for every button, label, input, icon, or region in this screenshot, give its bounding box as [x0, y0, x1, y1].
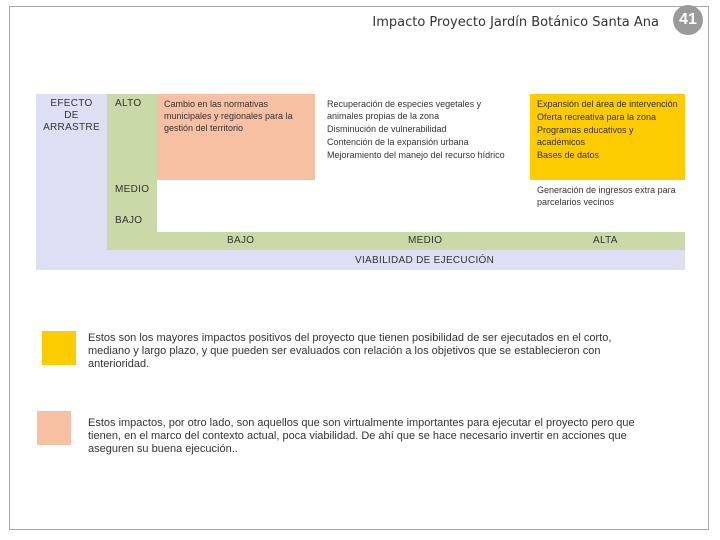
x-label-medio: MEDIO: [408, 235, 443, 246]
x-label-bajo: BAJO: [227, 235, 255, 246]
legend-text-salmon: Estos impactos, por otro lado, son aquellos que son virtualmente importantes para ejecutar el proyecto pero que tienen, en el marco del contexto actual, poca viabilidad. De ahí que se hace necesario invertir en acciones que aseguren su buena ejecución..: [88, 417, 635, 455]
y-axis-title-line: EFECTO: [50, 98, 93, 109]
y-label-bajo: BAJO: [115, 215, 143, 226]
legend-swatch-yellow: [42, 331, 76, 365]
cell-item: Disminución de vulnerabilidad: [327, 124, 447, 134]
cell-item: Recuperación de especies vegetales y animales propias de la zona: [327, 99, 482, 121]
legend-text-yellow: Estos son los mayores impactos positivos del proyecto que tienen posibilidad de ser ejecutados en el corto, mediano y largo plazo, y que pueden ser evaluados con relación a los objetivos que se establecieron con anterioridad.: [88, 332, 612, 370]
x-label-alta: ALTA: [593, 235, 618, 246]
cell-item: Oferta recreativa para la zona: [537, 112, 657, 122]
cell-item: Generación de ingresos extra para parcelarios vecinos: [537, 185, 676, 207]
legend-swatch-salmon: [37, 411, 71, 445]
cell-alto-bajo: [157, 94, 315, 180]
cell-item: Contención de la expansión urbana: [327, 137, 469, 147]
cell-item: Bases de datos: [537, 150, 600, 160]
y-label-alto: ALTO: [115, 98, 142, 109]
cell-item: Programas educativos y académicos: [537, 125, 634, 147]
slide-title: Impacto Proyecto Jardín Botánico Santa Ana: [372, 15, 659, 30]
cell-alto-alta: [530, 94, 685, 180]
y-axis-title-line: DE: [64, 110, 79, 121]
cell-alto-medio: [320, 94, 510, 180]
cell-medio-alta: [530, 184, 685, 214]
cell-item: Expansión del área de intervención: [537, 99, 678, 109]
y-axis-title-line: ARRASTRE: [43, 122, 100, 133]
page-number-badge: 41: [673, 5, 703, 35]
y-axis-title: [36, 98, 107, 134]
y-axis-band: [107, 94, 157, 232]
cell-item: Mejoramiento del manejo del recurso hídrico: [327, 150, 505, 160]
x-axis-title: VIABILIDAD DE EJECUCIÓN: [355, 255, 495, 266]
cell-item: Cambio en las normativas municipales y regionales para la gestión del territorio: [164, 99, 293, 133]
y-label-medio: MEDIO: [115, 184, 150, 195]
